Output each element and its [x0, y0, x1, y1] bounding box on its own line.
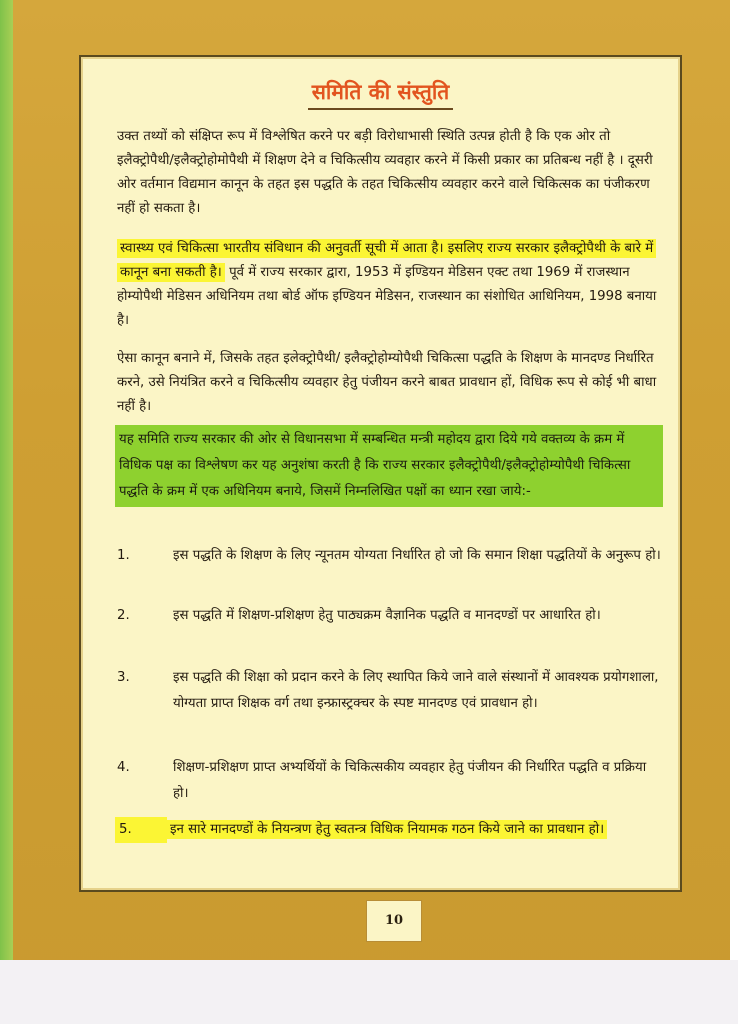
spine-strip [0, 0, 13, 960]
list-item-2 [117, 603, 663, 629]
scan-margin [0, 960, 738, 1024]
paragraph-2-rest: पूर्व में राज्य सरकार द्वारा, 1953 में इण्डियन मेडिसन एक्ट तथा 1969 में राजस्थान होम्योपैथी मेडिसन अधिनियम तथा बोर्ड ऑफ इण्डियन मेडिसन, राजस्थान का संशोधित आधिनियम, 1998 बनाया है। [117, 265, 657, 328]
list-item-4 [117, 755, 663, 807]
list-text: इस पद्धति की शिक्षा को प्रदान करने के लिए स्थापित किये जाने वाले संस्थानों में आवश्यक प्रयोगशाला, योग्यता प्राप्त शिक्षक वर्ग तथा इन्फ्रास्ट्रक्चर के स्पष्ट मानदण्ड एवं प्रावधान हो। [173, 670, 659, 711]
content-panel [79, 55, 682, 892]
list-text: इस पद्धति के शिक्षण के लिए न्यूनतम योग्यता निर्धारित हो जो कि समान शिक्षा पद्धतियों के अनुरूप हो। [173, 548, 661, 563]
list-text: शिक्षण-प्रशिक्षण प्राप्त अभ्यर्थियों के चिकित्सकीय व्यवहार हेतु पंजीयन की निर्धारित पद्धति व प्रक्रिया हो। [173, 760, 647, 801]
list-item-3 [117, 665, 663, 717]
list-item-1 [117, 543, 663, 569]
list-text [167, 817, 663, 843]
paragraph-3: ऐसा कानून बनाने में, जिसके तहत इलेक्ट्रोपैथी/ इलैक्ट्रोहोम्योपैथी चिकित्सा पद्धति के शिक्षण के मानदण्ड निर्धारित करने, उसे नियंत्रित करने व चिकित्सीय व्यवहार हेतु पंजीयन करने बाबत प्रावधान हों, विधिक रूप से कोई भी बाधा नहीं है। [117, 351, 657, 414]
highlight-yellow: स्वास्थ्य एवं चिकित्सा भारतीय संविधान की अनुवर्ती सूची में आता है। इसलिए राज्य सरकार इलैक्ट्रोपैथी के बारे में कानून बना सकती है। [117, 239, 656, 282]
highlight-green-block: यह समिति राज्य सरकार की ओर से विधानसभा में सम्बन्धित मन्त्री महोदय द्वारा दिये गये वक्तव्य के क्रम में विधिक पक्ष का विश्लेषण कर यह अनुशंषा करती है कि राज्य सरकार इलैक्ट्रोपैथी/इलैक्ट्रोहोम्योपैथी चिकित्सा पद्धति के क्रम में एक अधिनियम बनाये, जिसमें निम्नलिखित पक्षों का ध्यान रखा जाये:- [115, 425, 663, 507]
title-wrap [81, 77, 680, 110]
list-text: इस पद्धति में शिक्षण-प्रशिक्षण हेतु पाठ्यक्रम वैज्ञानिक पद्धति व मानदण्डों पर आधारित हो। [173, 608, 601, 623]
paragraph-1: उक्त तथ्यों को संक्षिप्त रूप में विश्लेषित करने पर बड़ी विरोधाभासी स्थिति उत्पन्न होती है कि एक ओर तो इलैक्ट्रोपैथी/इलैक्ट्रोहोमोपैथी में शिक्षण देने व चिकित्सीय व्यवहार करने में किसी प्रकार का प्रतिबन्ध नहीं है । दूसरी ओर वर्तमान विद्यमान कानून के तहत इस पद्धति के तहत चिकित्सीय व्यवहार करने वाले चिकित्सक का पंजीकरण नहीं हो सकता है। [117, 129, 653, 216]
list-number: 2. [117, 608, 130, 623]
list-number: 4. [117, 760, 130, 775]
page-title: समिति की संस्तुति [308, 77, 454, 110]
page-number: 10 [366, 900, 422, 942]
highlight-yellow-item5: इन सारे मानदण्डों के नियन्त्रण हेतु स्वतन्त्र विधिक नियामक गठन किये जाने का प्रावधान हो। [167, 820, 607, 839]
list-number: 3. [117, 670, 130, 685]
list-item-5 [115, 817, 663, 843]
paragraph-2 [117, 237, 663, 333]
list-number: 1. [117, 548, 130, 563]
list-number: 5. [115, 817, 167, 843]
